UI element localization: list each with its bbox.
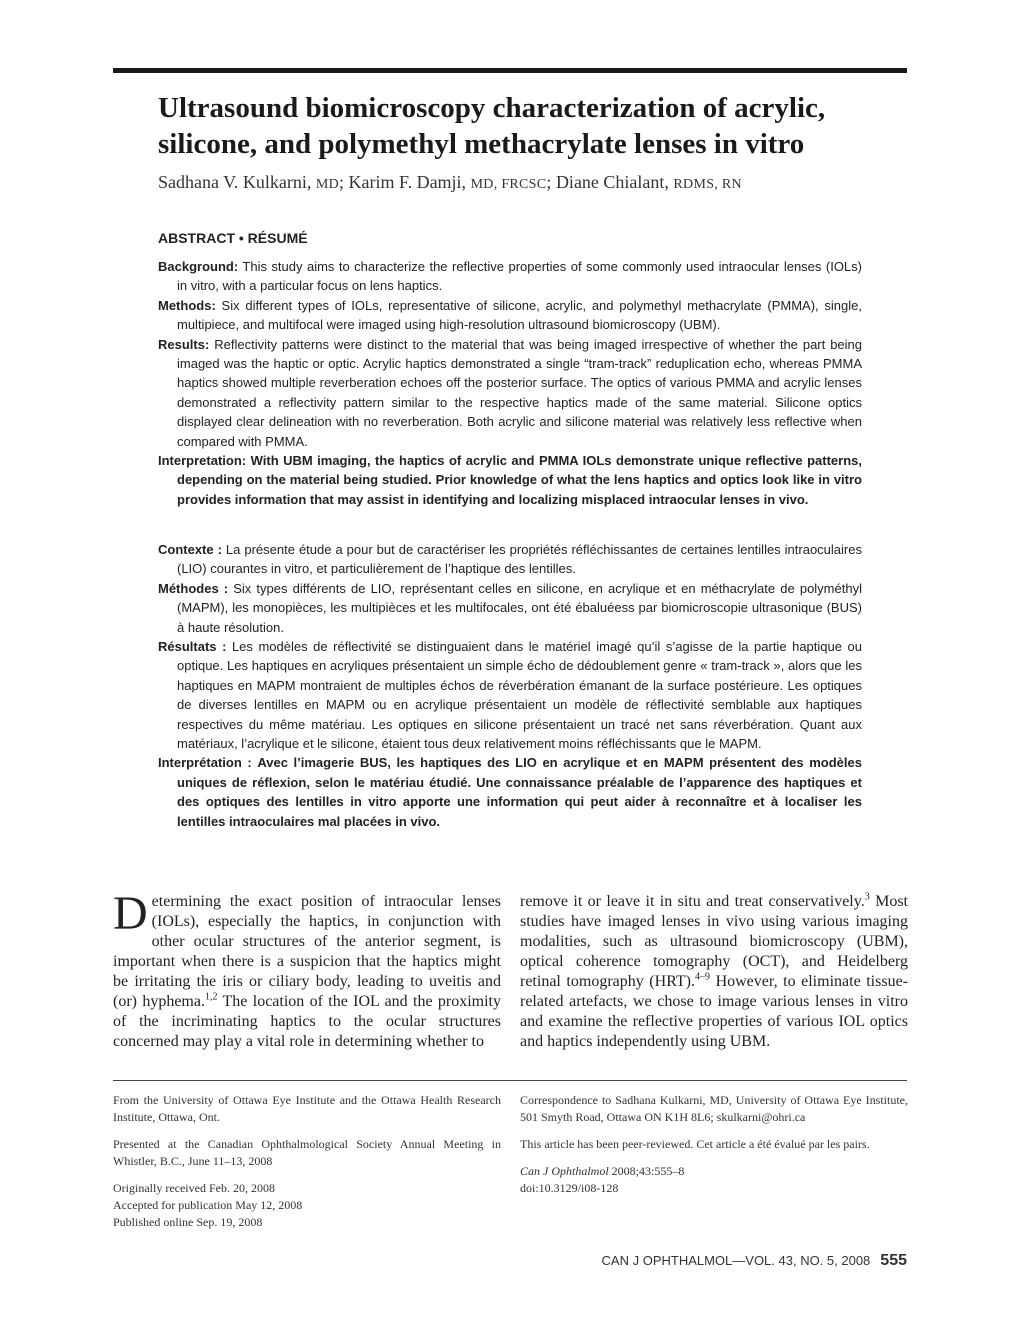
abstract-label: Contexte : xyxy=(158,542,222,557)
peer-review-note: This article has been peer-reviewed. Cet article a été évalué par les pairs. xyxy=(520,1137,870,1151)
body-text: The location of the IOL and the proximity of the incriminating haptics to the ocular structures concerned may play a vital role in determining whether to xyxy=(113,993,501,1050)
footnotes-right xyxy=(520,1092,908,1207)
author-name: Karim F. Damji, xyxy=(348,172,467,192)
journal-volume-line: CAN J OPHTHALMOL—VOL. 43, NO. 5, 2008 xyxy=(601,1253,871,1268)
author-credentials: RDMS, RN xyxy=(673,177,742,192)
abstract-label: Interpretation: xyxy=(158,453,247,469)
abstract-paragraph xyxy=(158,753,862,831)
abstract-text: Reflectivity patterns were distinct to the material that was being imaged irrespective of whether the part being imaged was the haptic or optic. Acrylic haptics demonstrated a single “tram-track” reduplication echo, whereas PMMA haptics showed multiple reverberation echoes off the posterior surface. The optics of various PMMA and acrylic lenses demonstrated a reflectivity pattern similar to the respective haptics made of the same material. Silicone optics displayed clear delineation with no reverberation. Both acrylic and silicone material was relatively less reflective when compared with PMMA. xyxy=(177,336,862,449)
abstract-paragraph xyxy=(158,637,862,753)
affiliation-note: From the University of Ottawa Eye Institute and the Ottawa Health Research Institute, Ottawa, Ont. xyxy=(113,1093,501,1124)
abstract-label: Interprétation : xyxy=(158,755,252,771)
abstract-paragraph xyxy=(158,296,862,335)
presentation-note: Presented at the Canadian Ophthalmological Society Annual Meeting in Whistler, B.C., June 11–13, 2008 xyxy=(113,1137,501,1168)
abstract-english xyxy=(158,257,862,509)
body-text: However, to eliminate tissue-related artefacts, we chose to image various lenses in vitro and examine the reflective properties of various IOL optics and haptics independently using UBM. xyxy=(520,973,909,1050)
abstract-heading: ABSTRACT • RÉSUMÉ xyxy=(158,230,308,246)
author-name: Diane Chialant, xyxy=(555,172,669,192)
page-number: 555 xyxy=(880,1252,907,1269)
footnotes-left xyxy=(113,1092,501,1241)
reference-marker: 1,2 xyxy=(204,991,218,1003)
doi: doi:10.3129/i08-128 xyxy=(520,1181,619,1195)
abstract-text: Les modèles de réflectivité se distinguaient dans le matériel imagé qu’il s’agisse de la partie haptique ou optique. Les haptiques en acryliques présentaient un simple écho de dédoublement genre « tram-track », alors que les haptiques en MAPM montraient de multiples échos de réverbération émanant de la surface postérieure. Les optiques de diverses lentilles en MAPM ou en acrylique présentaient un modèle de réflectivité semblable aux haptiques respectives du même matériau. Les optiques en silicone présentaient un tracé net sans réverbération. Quant aux matériaux, l’acrylique et le silicone, étaient tous deux relativement moins réfléchissants que le MAPM. xyxy=(177,639,862,752)
body-text: remove it or leave it in situ and treat conservatively. xyxy=(520,893,865,910)
body-text: etermining the exact position of intraocular lenses (IOLs), especially the haptics, in conjunction with other ocular structures of the anterior segment, is important when there is a suspicion that the haptics might be irritating the iris or ciliary body, leading to uveitis and (or) hyphema. xyxy=(113,893,501,1010)
abstract-french xyxy=(158,540,862,831)
body-column-left xyxy=(113,887,501,1052)
abstract-text: La présente étude a pour but de caractériser les propriétés réfléchissantes de certaines lentilles intraoculaires (LIO) courantes in vitro, et particulièrement de l’haptique des lentilles. xyxy=(177,542,862,577)
abstract-label: Background: xyxy=(158,259,239,274)
citation-note xyxy=(520,1163,908,1197)
author-credentials: MD xyxy=(315,177,339,192)
abstract-label: Méthodes : xyxy=(158,580,229,596)
citation-details: 2008;43:555–8 xyxy=(608,1164,685,1178)
author-list xyxy=(158,170,898,197)
footnote-rule xyxy=(113,1080,907,1081)
author-credentials: MD, FRCSC xyxy=(470,177,547,192)
abstract-label: Results: xyxy=(158,336,210,352)
abstract-text: Six different types of IOLs, representative of silicone, acrylic, and polymethyl methacrylate (PMMA), single, multipiece, and multifocal were imaged using high-resolution ultrasound biomicroscopy (UBM). xyxy=(177,297,862,333)
abstract-paragraph xyxy=(158,451,862,509)
abstract-label: Methods: xyxy=(158,297,216,313)
abstract-text: Avec l’imagerie BUS, les haptiques des LIO en acrylique et en MAPM présentent des modèles uniques de réflexion, selon le matériau étudié. Une connaissance préalable de l’apparence des haptiques et des optiques des lentilles in vitro apporte une information qui peut aider à reconnaître et à localiser les lentilles intraoculaires mal placées in vivo. xyxy=(177,755,862,829)
author-separator: ; xyxy=(339,172,349,192)
journal-name: Can J Ophthalmol xyxy=(520,1164,609,1178)
abstract-text: With UBM imaging, the haptics of acrylic and PMMA IOLs demonstrate unique reflective patterns, depending on the material being studied. Prior knowledge of what the lens haptics and optics look like in vitro provides information that may assist in identifying and localizing misplaced intraocular lenses in vivo. xyxy=(177,453,862,507)
body-text: Most studies have imaged lenses in vivo using various imaging modalities, such as ultrasound biomicroscopy (UBM), optical coherence tomography (OCT), and Heidelberg retinal tomography (HRT). xyxy=(520,893,908,990)
abstract-paragraph xyxy=(158,335,862,451)
body-column-right xyxy=(520,892,908,1052)
author-name: Sadhana V. Kulkarni, xyxy=(158,172,312,192)
top-rule xyxy=(113,68,907,73)
author-separator: ; xyxy=(546,172,556,192)
abstract-paragraph xyxy=(158,257,862,296)
reference-marker: 3 xyxy=(864,891,870,903)
received-date: Originally received Feb. 20, 2008 xyxy=(113,1181,275,1195)
published-date: Published online Sep. 19, 2008 xyxy=(113,1215,263,1229)
abstract-text: Six types différents de LIO, représentant celles en silicone, en acrylique et en méthacrylate de polyméthyl (MAPM), les monopièces, les multipièces et les multifocales, ont été ébaluéess par biomicroscopie ultrasonique (BUS) à haute résolution. xyxy=(177,580,862,635)
reference-marker: 4–9 xyxy=(695,971,711,983)
correspondence-note: Correspondence to Sadhana Kulkarni, MD, University of Ottawa Eye Institute, 501 Smyth Road, Ottawa ON K1H 8L6; skulkarni@ohri.ca xyxy=(520,1093,908,1124)
accepted-date: Accepted for publication May 12, 2008 xyxy=(113,1198,303,1212)
dates-note xyxy=(113,1180,501,1231)
article-title: Ultrasound biomicroscopy characterization of acrylic, silicone, and polymethyl methacrylate lenses in vitro xyxy=(158,92,826,160)
abstract-paragraph xyxy=(158,579,862,637)
abstract-paragraph xyxy=(158,540,862,579)
drop-cap: D xyxy=(113,887,148,940)
abstract-text: This study aims to characterize the reflective properties of some commonly used intraocular lenses (IOLs) in vitro, with a particular focus on lens haptics. xyxy=(177,259,862,294)
abstract-label: Résultats : xyxy=(158,639,227,655)
running-footer xyxy=(602,1252,907,1270)
